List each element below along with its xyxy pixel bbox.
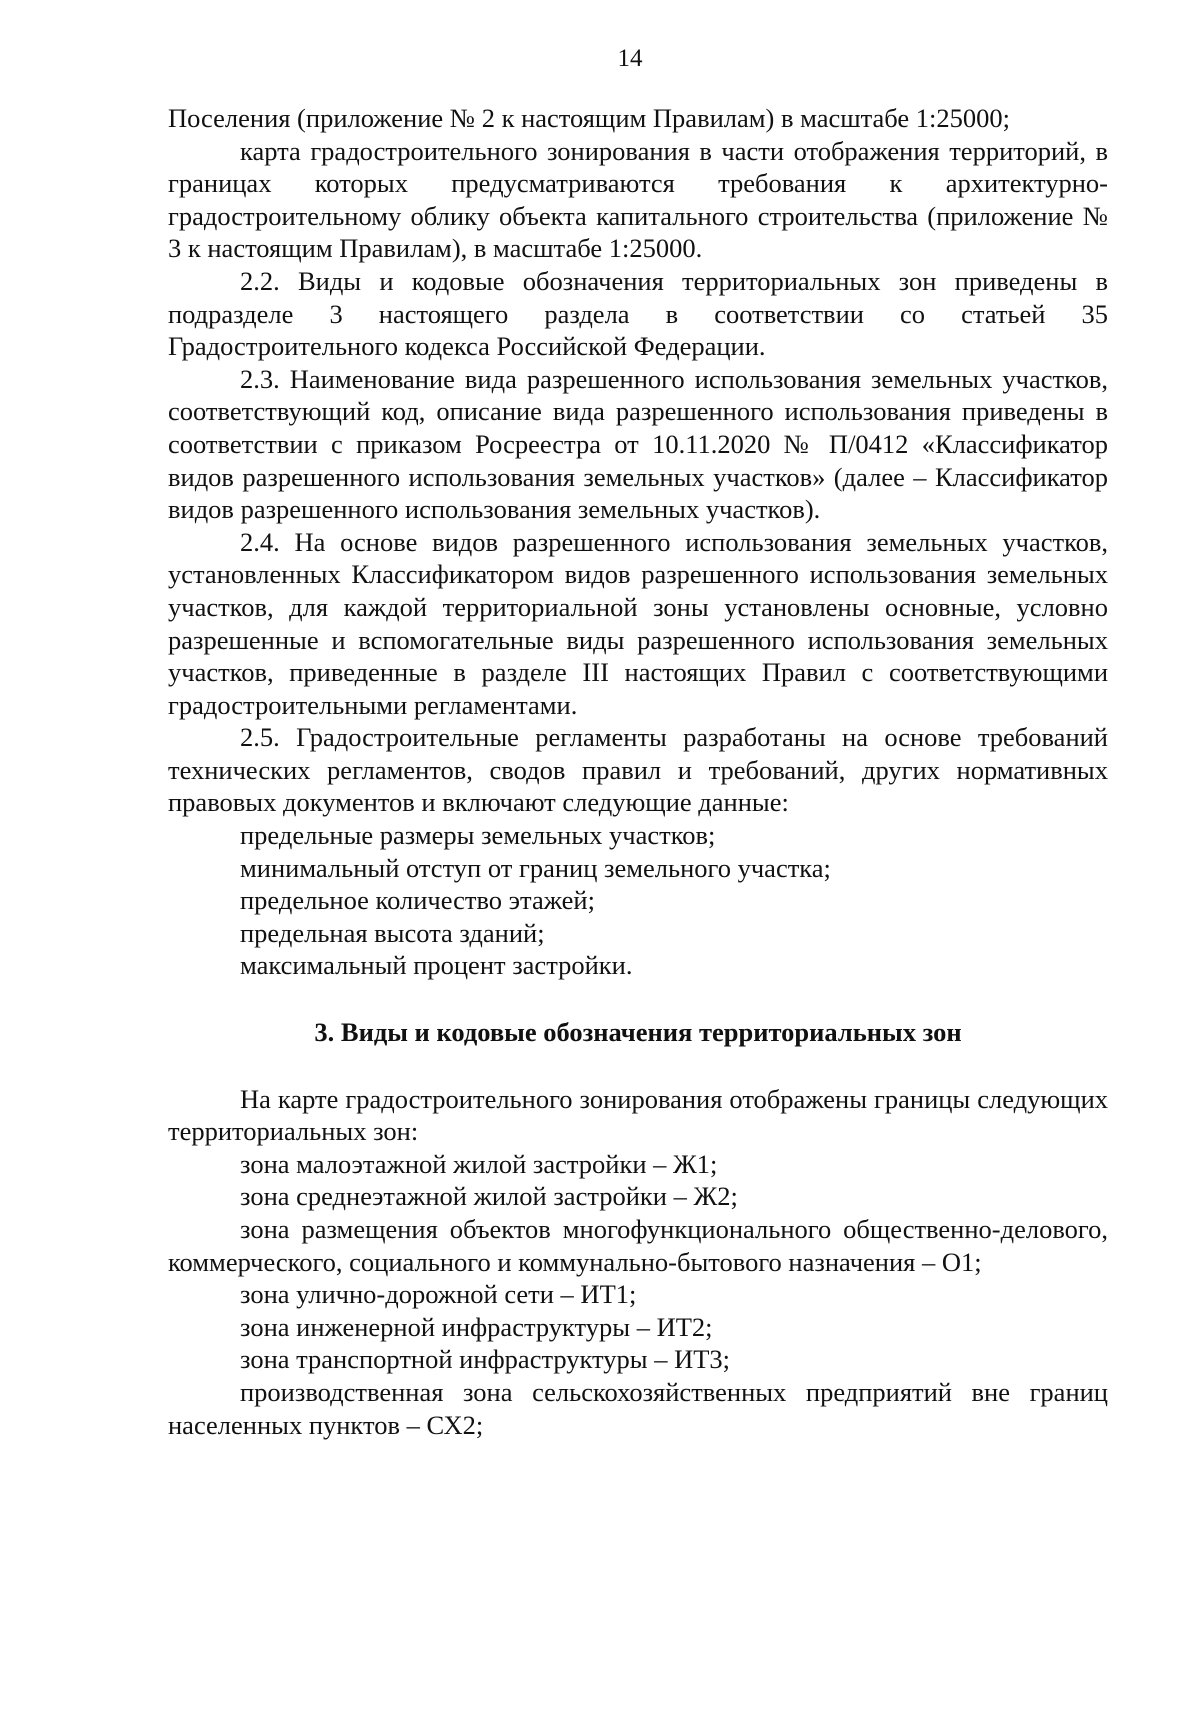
list-item-regulation: минимальный отступ от границ земельного участка;	[240, 852, 831, 883]
page-number: 14	[617, 45, 643, 72]
paragraph-2-4: 2.4. На основе видов разрешенного использования земельных участков, установленных Классификатором видов разрешенного использования земельных участков, для каждой территориальной зоны установлены основные, условно разрешенные и вспомогательные виды разрешенного использования земельных участков, приведенные в разделе III настоящих Правил с соответствующими градостроительными регламентами.	[168, 526, 1108, 720]
list-item-regulation: предельная высота зданий;	[240, 917, 545, 948]
paragraph-settlement-map-continuation: Поселения (приложение № 2 к настоящим Правилам) в масштабе 1:25000;	[168, 103, 1011, 133]
list-item-zone: зона транспортной инфраструктуры – ИТ3;	[240, 1344, 731, 1375]
list-item-zone: зона улично-дорожной сети – ИТ1;	[240, 1279, 637, 1310]
paragraph-2-5: 2.5. Градостроительные регламенты разработаны на основе требований технических регламентов, сводов правил и требований, других нормативных правовых документов и включают следующие данные:	[168, 722, 1108, 818]
list-item-zone: зона инженерной инфраструктуры – ИТ2;	[240, 1311, 713, 1342]
list-item-regulation: предельные размеры земельных участков;	[240, 820, 716, 851]
list-item-zone: зона среднеэтажной жилой застройки – Ж2;	[240, 1181, 738, 1212]
list-item-zone: зона малоэтажной жилой застройки – Ж1;	[240, 1148, 718, 1179]
section-heading: 3. Виды и кодовые обозначения территориальных зон	[314, 1017, 962, 1048]
section-intro-paragraph: На карте градостроительного зонирования отображены границы следующих территориальных зон:	[168, 1083, 1108, 1147]
list-item-zone: производственная зона сельскохозяйственных предприятий вне границ населенных пунктов – СХ2;	[168, 1376, 1108, 1440]
list-item-regulation: максимальный процент застройки.	[240, 950, 633, 981]
list-item-regulation: предельное количество этажей;	[240, 885, 595, 916]
paragraph-2-3: 2.3. Наименование вида разрешенного использования земельных участков, соответствующий код, описание вида разрешенного использования приведены в соответствии с приказом Росреестра от 10.11.2020 № П/0412 «Классификатор видов разрешенного использования земельных участков» (далее – Классификатор видов разрешенного использования земельных участков).	[168, 363, 1108, 525]
paragraph-2-2: 2.2. Виды и кодовые обозначения территориальных зон приведены в подразделе 3 настоящего раздела в соответствии со статьей 35 Градостроительного кодекса Российской Федерации.	[168, 265, 1108, 362]
document-body	[168, 102, 1108, 1441]
paragraph-architectural-map: карта градостроительного зонирования в части отображения территорий, в границах которых предусматриваются требования к архитектурно-градостроительному облику объекта капитального строительства (приложение № 3 к настоящим Правилам), в масштабе 1:25000.	[168, 135, 1108, 264]
list-item-zone: зона размещения объектов многофункционального общественно-делового, коммерческого, социального и коммунально-бытового назначения – О1;	[168, 1214, 1108, 1277]
